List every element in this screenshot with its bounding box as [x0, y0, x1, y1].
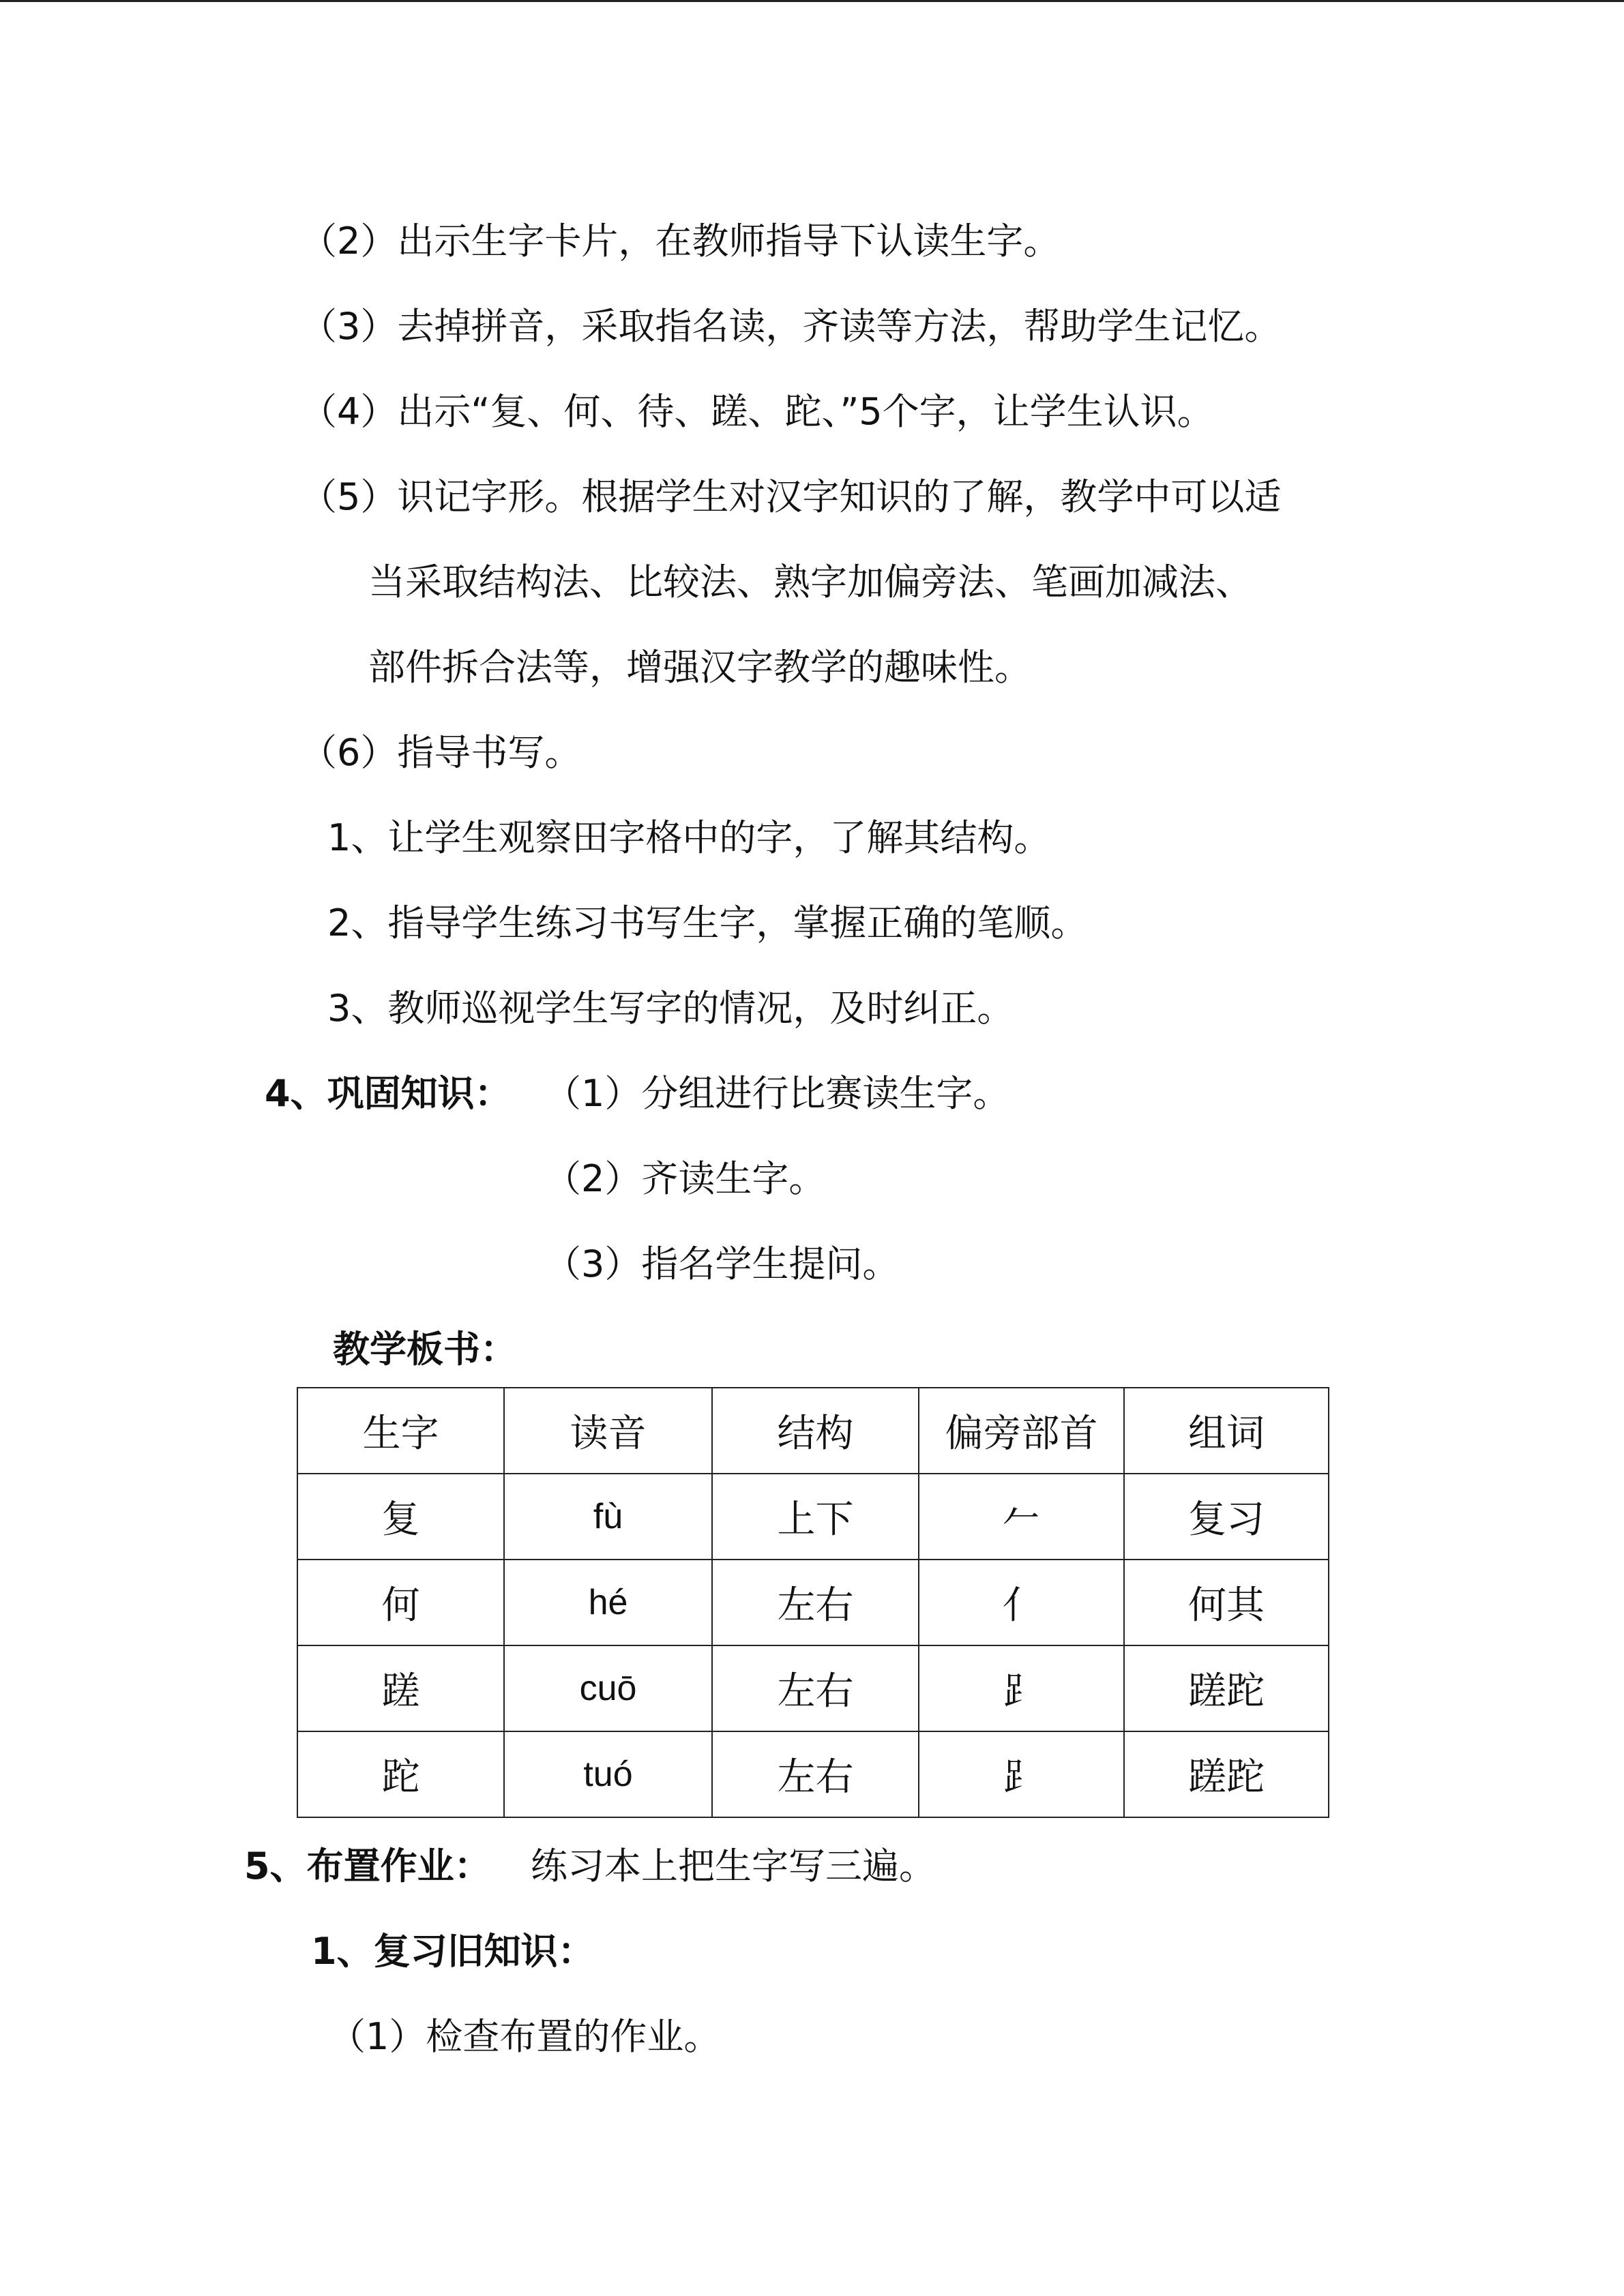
step-6-line: （6）指导书写。: [300, 731, 582, 774]
table-row: [297, 1645, 1329, 1731]
structure-cell: 左右: [712, 1645, 919, 1731]
structure-cell: 左右: [712, 1560, 919, 1645]
character-cell: 复: [297, 1474, 504, 1560]
header-cell: 读音: [504, 1388, 712, 1474]
consolidate-heading: 4、巩固知识：: [265, 1072, 512, 1115]
step-5-line: （5）识记字形。根据学生对汉字知识的了解，教学中可以适: [300, 475, 1282, 518]
structure-cell: 上下: [712, 1474, 919, 1560]
pinyin-cell: tuó: [504, 1731, 712, 1817]
character-cell: 蹉: [297, 1645, 504, 1731]
step-5-continuation-2: 部件拆合法等，增强汉字教学的趣味性。: [368, 646, 1031, 689]
review-item-1: （1）检查布置的作业。: [329, 2015, 721, 2058]
step-3-line: （3）去掉拼音，采取指名读，齐读等方法，帮助学生记忆。: [300, 305, 1282, 348]
character-cell: 何: [297, 1560, 504, 1645]
step-2-line: （2）出示生字卡片，在教师指导下认读生字。: [300, 220, 1061, 263]
word-cell: 蹉跎: [1124, 1731, 1329, 1817]
header-cell: 生字: [297, 1388, 504, 1474]
pinyin-cell: cuō: [504, 1645, 712, 1731]
header-cell: 偏旁部首: [919, 1388, 1124, 1474]
table-header-row: [297, 1388, 1329, 1474]
writing-step-1: 1、让学生观察田字格中的字，了解其结构。: [327, 816, 1051, 859]
writing-step-3: 3、教师巡视学生写字的情况，及时纠正。: [327, 987, 1014, 1030]
radical-cell: ⻊: [919, 1645, 1124, 1731]
word-cell: 复习: [1124, 1474, 1329, 1560]
review-heading: 1、复习旧知识：: [311, 1930, 595, 1973]
step-4-line: （4）出示“复、何、待、蹉、跎、”5个字，让学生认识。: [300, 390, 1214, 433]
radical-cell: 𠂉: [919, 1474, 1124, 1560]
header-cell: 结构: [712, 1388, 919, 1474]
page-top-border: [0, 0, 1624, 2]
radical-cell: 亻: [919, 1560, 1124, 1645]
step-5-continuation-1: 当采取结构法、比较法、熟字加偏旁法、笔画加减法、: [368, 561, 1252, 603]
consolidate-item-2: （2）齐读生字。: [544, 1157, 826, 1200]
word-cell: 何其: [1124, 1560, 1329, 1645]
consolidate-item-1: （1）分组进行比赛读生字。: [544, 1072, 1010, 1115]
character-cell: 跎: [297, 1731, 504, 1817]
homework-heading: 5、布置作业：: [244, 1845, 491, 1888]
board-heading: 教学板书：: [333, 1328, 517, 1371]
radical-cell: ⻊: [919, 1731, 1124, 1817]
consolidate-item-3: （3）指名学生提问。: [544, 1242, 900, 1285]
table-row: [297, 1560, 1329, 1645]
writing-step-2: 2、指导学生练习书写生字，掌握正确的笔顺。: [327, 901, 1088, 944]
word-cell: 蹉跎: [1124, 1645, 1329, 1731]
structure-cell: 左右: [712, 1731, 919, 1817]
pinyin-cell: hé: [504, 1560, 712, 1645]
homework-text: 练习本上把生字写三遍。: [531, 1845, 936, 1888]
table-row: [297, 1731, 1329, 1817]
header-cell: 组词: [1124, 1388, 1329, 1474]
pinyin-cell: fù: [504, 1474, 712, 1560]
table-row: [297, 1474, 1329, 1560]
board-table: [297, 1387, 1329, 1818]
